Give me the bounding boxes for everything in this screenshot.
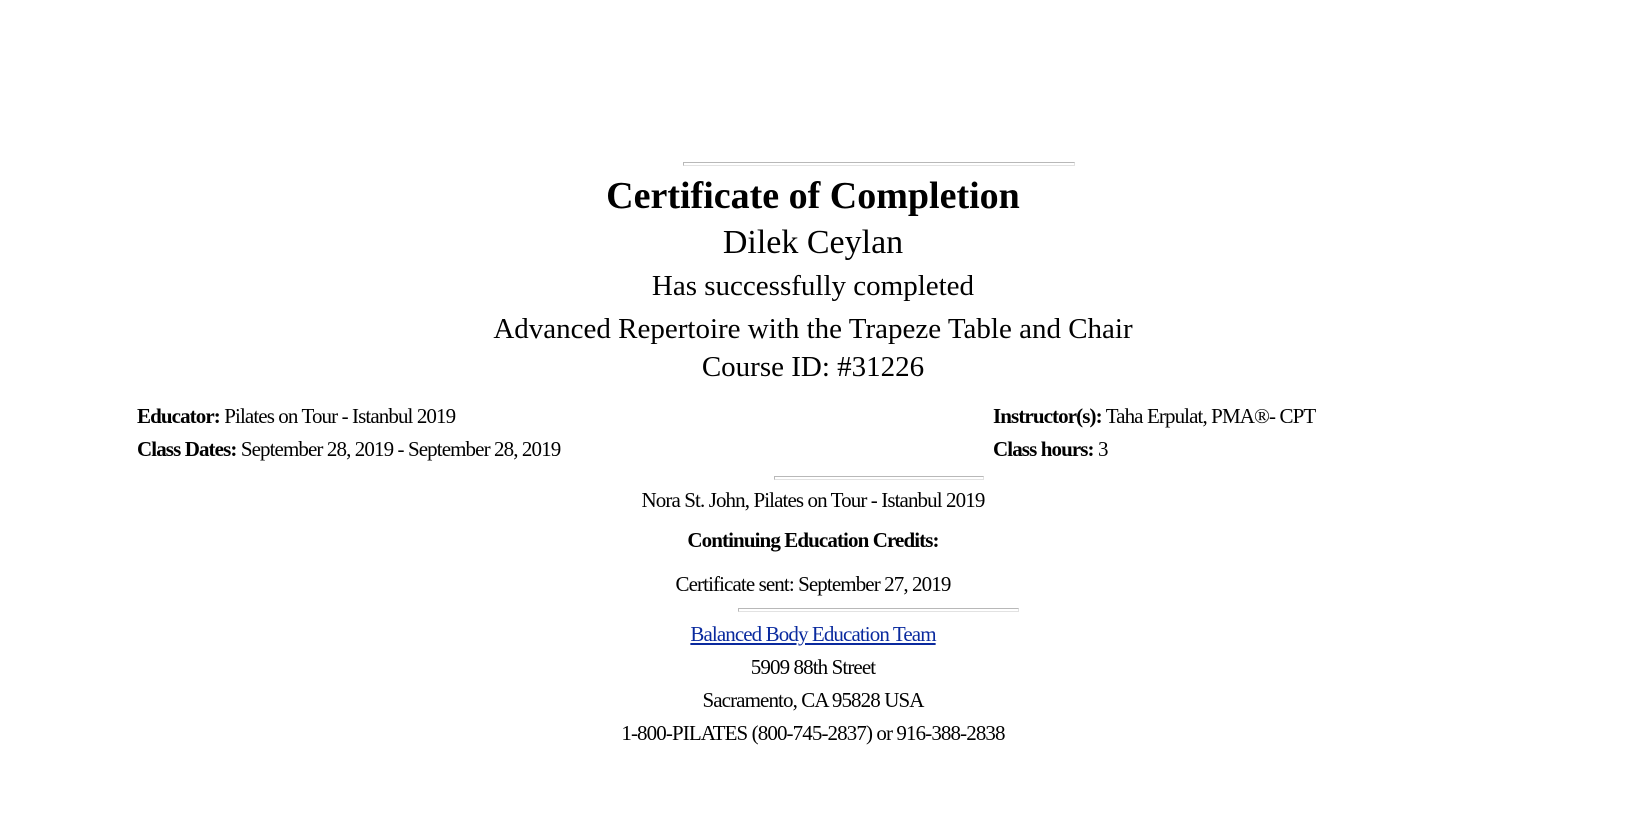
class-dates-label: Class Dates: bbox=[137, 437, 237, 461]
footer-divider bbox=[738, 608, 1019, 612]
address-line-2: Sacramento, CA 95828 USA bbox=[702, 688, 924, 712]
instructors-label: Instructor(s): bbox=[993, 404, 1102, 428]
course-name: Advanced Repertoire with the Trapeze Table and Chair bbox=[493, 313, 1133, 345]
course-id: Course ID: #31226 bbox=[701, 351, 925, 383]
instructors-field bbox=[993, 404, 1315, 429]
certificate-title: Certificate of Completion bbox=[606, 175, 1020, 217]
instructors-value: Taha Erpulat, PMA®- CPT bbox=[1105, 404, 1316, 428]
top-divider bbox=[683, 162, 1075, 166]
ce-credits-label: Continuing Education Credits: bbox=[687, 528, 939, 552]
education-team-link[interactable]: Balanced Body Education Team bbox=[690, 622, 936, 646]
recipient-name: Dilek Ceylan bbox=[722, 224, 904, 261]
class-dates-value: September 28, 2019 - September 28, 2019 bbox=[240, 437, 561, 461]
signature-divider bbox=[774, 476, 984, 480]
class-dates-field bbox=[137, 437, 560, 462]
class-hours-value: 3 bbox=[1098, 437, 1108, 461]
signer-name: Nora St. John, Pilates on Tour - Istanbul 2019 bbox=[641, 488, 985, 512]
address-line-1: 5909 88th Street bbox=[750, 655, 876, 679]
educator-value: Pilates on Tour - Istanbul 2019 bbox=[224, 404, 456, 428]
certificate-sent: Certificate sent: September 27, 2019 bbox=[675, 572, 951, 596]
educator-label: Educator: bbox=[137, 404, 220, 428]
phone-numbers: 1-800-PILATES (800-745-2837) or 916-388-2838 bbox=[621, 721, 1005, 745]
completed-text: Has successfully completed bbox=[651, 270, 975, 302]
class-hours-label: Class hours: bbox=[993, 437, 1094, 461]
educator-field bbox=[137, 404, 455, 429]
team-link-row bbox=[0, 622, 1626, 647]
class-hours-field bbox=[993, 437, 1108, 462]
